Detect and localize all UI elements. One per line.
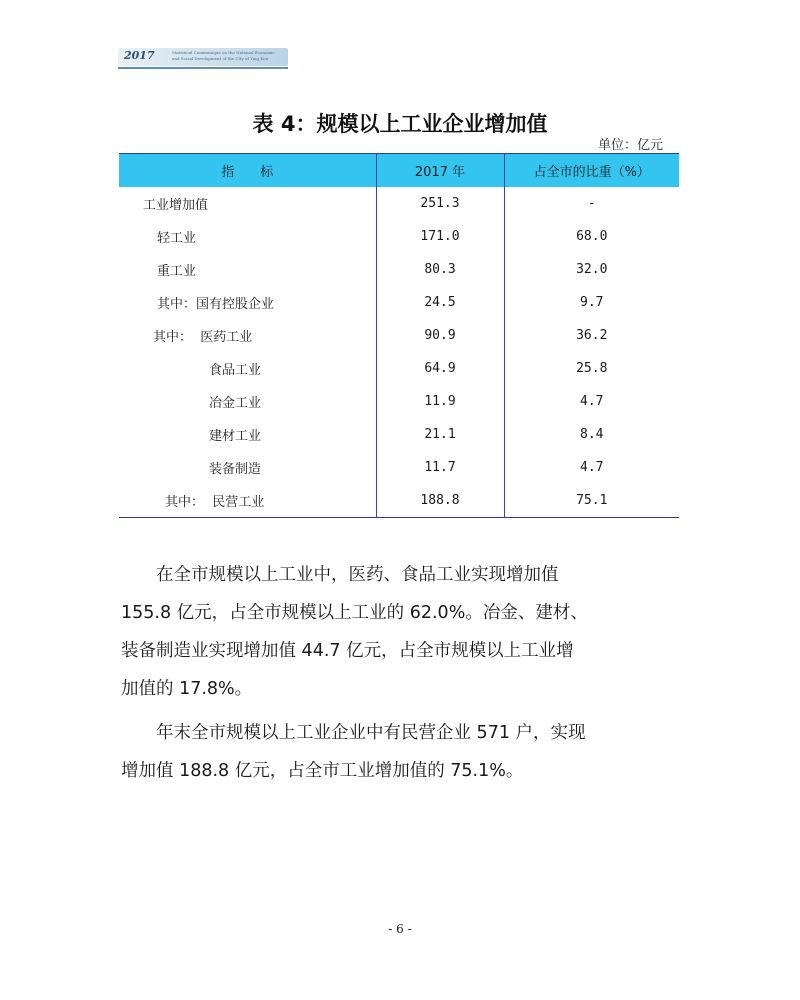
row-value-2017: 11.7 xyxy=(376,451,504,484)
header-banner xyxy=(118,48,288,66)
table-row xyxy=(119,220,679,253)
row-share: 68.0 xyxy=(576,229,608,244)
paragraph-2 xyxy=(121,714,681,790)
header-share: 占全市的比重（%） xyxy=(504,154,679,188)
row-value-2017: 64.9 xyxy=(376,352,504,385)
table-row xyxy=(119,352,679,385)
table-row xyxy=(119,418,679,451)
row-share: 25.8 xyxy=(576,361,608,376)
row-value-2017: 21.1 xyxy=(376,418,504,451)
row-label: 其中：国有控股企业 xyxy=(119,286,376,319)
paragraph-line: 年末全市规模以上工业企业中有民营企业 571 户，实现 xyxy=(121,723,586,743)
row-share: 32.0 xyxy=(576,262,608,277)
row-value-2017: 24.5 xyxy=(376,286,504,319)
header-indicator: 指 标 xyxy=(119,154,376,188)
row-value-2017: 90.9 xyxy=(376,319,504,352)
header-2017: 2017 年 xyxy=(376,154,504,188)
row-label: 建材工业 xyxy=(119,418,376,451)
row-value-2017: 171.0 xyxy=(376,220,504,253)
table-header-row xyxy=(119,154,679,188)
data-table xyxy=(119,153,679,518)
row-label: 其中： 医药工业 xyxy=(119,319,376,352)
row-share: - xyxy=(587,196,596,211)
banner-year: 2017 xyxy=(124,49,155,62)
table-row xyxy=(119,319,679,352)
row-share: 75.1 xyxy=(504,484,679,518)
row-label: 其中： 民营工业 xyxy=(119,484,376,518)
paragraph-line: 装备制造业实现增加值 44.7 亿元，占全市规模以上工业增 xyxy=(121,641,574,661)
row-label: 轻工业 xyxy=(119,220,376,253)
table-row xyxy=(119,253,679,286)
table-row xyxy=(119,484,679,518)
paragraph-line: 加值的 17.8%。 xyxy=(121,679,253,699)
row-label: 工业增加值 xyxy=(119,187,376,220)
paragraph-1 xyxy=(121,556,681,708)
row-label: 装备制造 xyxy=(119,451,376,484)
row-share: 4.7 xyxy=(580,460,604,475)
row-label: 食品工业 xyxy=(119,352,376,385)
row-label: 重工业 xyxy=(119,253,376,286)
unit-label: 单位：亿元 xyxy=(598,138,664,153)
paragraph-line: 在全市规模以上工业中，医药、食品工业实现增加值 xyxy=(121,565,559,585)
row-share: 8.4 xyxy=(580,427,604,442)
paragraph-line: 增加值 188.8 亿元，占全市工业增加值的 75.1%。 xyxy=(121,761,524,781)
row-share: 4.7 xyxy=(580,394,604,409)
table-row xyxy=(119,286,679,319)
row-value-2017: 188.8 xyxy=(376,484,504,518)
table-row xyxy=(119,451,679,484)
row-share: 9.7 xyxy=(580,295,604,310)
paragraph-line: 155.8 亿元，占全市规模以上工业的 62.0%。冶金、建材、 xyxy=(121,603,588,623)
row-value-2017: 11.9 xyxy=(376,385,504,418)
table-title: 表 4：规模以上工业企业增加值 xyxy=(252,112,548,136)
row-label: 冶金工业 xyxy=(119,385,376,418)
banner-line-2: and Social Development of the City of Ying Kou xyxy=(172,56,269,61)
table-row xyxy=(119,385,679,418)
banner-line-1: Statistical Communique on the National Economic xyxy=(172,50,275,55)
row-value-2017: 80.3 xyxy=(376,253,504,286)
banner-stripe xyxy=(118,67,288,69)
table-row xyxy=(119,187,679,220)
row-share: 36.2 xyxy=(576,328,608,343)
page-number: - 6 - xyxy=(388,922,412,936)
row-value-2017: 251.3 xyxy=(376,187,504,220)
